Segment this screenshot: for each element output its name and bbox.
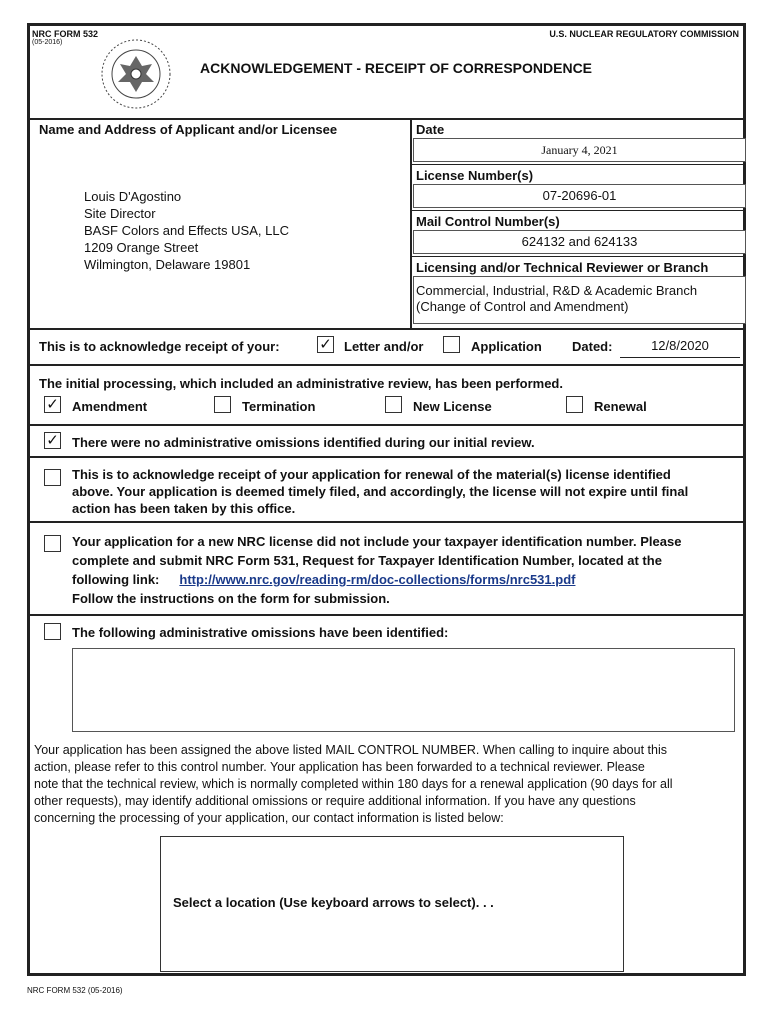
taxpayer-line-1: Your application for a new NRC license did not include your taxpayer identification number. Please xyxy=(72,534,682,549)
divider xyxy=(30,364,743,366)
form-531-link[interactable]: http://www.nrc.gov/reading-rm/doc-collections/forms/nrc531.pdf xyxy=(179,572,576,587)
mail-control-field[interactable]: 624132 and 624133 xyxy=(413,230,746,254)
link-prefix: following link: xyxy=(72,572,160,587)
taxpayer-line-4: Follow the instructions on the form for submission. xyxy=(72,591,390,606)
letter-label: Letter and/or xyxy=(344,339,424,354)
column-divider xyxy=(410,118,412,328)
applicant-name: Louis D'Agostino xyxy=(84,189,182,204)
reviewer-line-1: Commercial, Industrial, R&D & Academic Branch xyxy=(416,283,698,298)
dated-field[interactable]: 12/8/2020 xyxy=(620,338,740,358)
renewal-ack-line-1: This is to acknowledge receipt of your application for renewal of the material(s) license identified xyxy=(72,467,671,482)
amendment-checkbox[interactable]: ✓ xyxy=(44,396,61,413)
divider xyxy=(30,614,743,616)
page-footer: NRC FORM 532 (05-2016) xyxy=(27,986,123,995)
divider xyxy=(410,256,743,257)
info-line-3: note that the technical review, which is normally completed within 180 days for a renewal application (90 days for all xyxy=(34,777,673,791)
license-number-field[interactable]: 07-20696-01 xyxy=(413,184,746,208)
info-line-5: concerning the processing of your application, our contact information is listed below: xyxy=(34,811,504,825)
nrc-form xyxy=(27,23,746,976)
applicant-city: Wilmington, Delaware 19801 xyxy=(84,257,251,272)
date-field[interactable]: January 4, 2021 xyxy=(413,138,746,162)
location-select-label: Select a location (Use keyboard arrows to select). . . xyxy=(173,895,494,910)
agency-name: U.S. NUCLEAR REGULATORY COMMISSION xyxy=(549,29,739,39)
mail-control-label: Mail Control Number(s) xyxy=(416,214,560,229)
divider xyxy=(410,210,743,211)
renewal-ack-line-2: above. Your application is deemed timely filed, and accordingly, the license will not expire until final xyxy=(72,484,689,499)
new-license-label: New License xyxy=(413,399,492,414)
renewal-label: Renewal xyxy=(594,399,647,414)
form-id: NRC FORM 532 xyxy=(32,29,99,39)
omissions-checkbox[interactable] xyxy=(44,623,61,640)
divider xyxy=(30,424,743,426)
omissions-textarea[interactable] xyxy=(72,648,735,732)
info-line-4: other requests), may identify additional omissions or require additional information. If you have any questions xyxy=(34,794,636,808)
renewal-ack-checkbox[interactable] xyxy=(44,469,61,486)
reviewer-line-2: (Change of Control and Amendment) xyxy=(416,299,629,314)
application-checkbox[interactable] xyxy=(443,336,460,353)
applicant-company: BASF Colors and Effects USA, LLC xyxy=(84,223,289,238)
renewal-checkbox[interactable] xyxy=(566,396,583,413)
applicant-address xyxy=(84,188,289,273)
date-label: Date xyxy=(416,122,445,137)
termination-label: Termination xyxy=(242,399,316,414)
info-line-2: action, please refer to this control number. Your application has been forwarded to a technical reviewer. Please xyxy=(34,760,645,774)
taxpayer-checkbox[interactable] xyxy=(44,535,61,552)
applicant-street: 1209 Orange Street xyxy=(84,240,199,255)
nrc-seal-icon xyxy=(100,38,172,110)
renewal-ack-line-3: action has been taken by this office. xyxy=(72,501,296,516)
termination-checkbox[interactable] xyxy=(214,396,231,413)
application-label: Application xyxy=(471,339,542,354)
taxpayer-line-2: complete and submit NRC Form 531, Request for Taxpayer Identification Number, located at the xyxy=(72,553,662,568)
no-omissions-text: There were no administrative omissions identified during our initial review. xyxy=(72,435,535,450)
form-date: (05-2016) xyxy=(32,39,63,46)
divider xyxy=(30,328,743,330)
divider xyxy=(410,164,743,165)
renewal-ack-text xyxy=(72,466,742,517)
processing-text: The initial processing, which included an administrative review, has been performed. xyxy=(39,376,563,391)
reviewer-field[interactable] xyxy=(413,276,746,324)
divider xyxy=(30,521,743,523)
no-omissions-checkbox[interactable]: ✓ xyxy=(44,432,61,449)
new-license-checkbox[interactable] xyxy=(385,396,402,413)
letter-checkbox[interactable]: ✓ xyxy=(317,336,334,353)
taxpayer-text xyxy=(72,532,742,608)
applicant-label: Name and Address of Applicant and/or Licensee xyxy=(39,122,338,137)
divider xyxy=(30,456,743,458)
applicant-position: Site Director xyxy=(84,206,156,221)
receipt-prefix: This is to acknowledge receipt of your: xyxy=(39,339,280,354)
info-paragraph xyxy=(34,742,746,827)
dated-label: Dated: xyxy=(572,339,613,354)
license-label: License Number(s) xyxy=(416,168,534,183)
page-title: ACKNOWLEDGEMENT - RECEIPT OF CORRESPONDENCE xyxy=(200,60,593,76)
amendment-label: Amendment xyxy=(72,399,148,414)
reviewer-label: Licensing and/or Technical Reviewer or Branch xyxy=(416,260,709,275)
location-select[interactable] xyxy=(160,836,624,972)
divider xyxy=(30,118,743,120)
omissions-label: The following administrative omissions have been identified: xyxy=(72,625,449,640)
info-line-1: Your application has been assigned the above listed MAIL CONTROL NUMBER. When calling to inquire about this xyxy=(34,743,667,757)
